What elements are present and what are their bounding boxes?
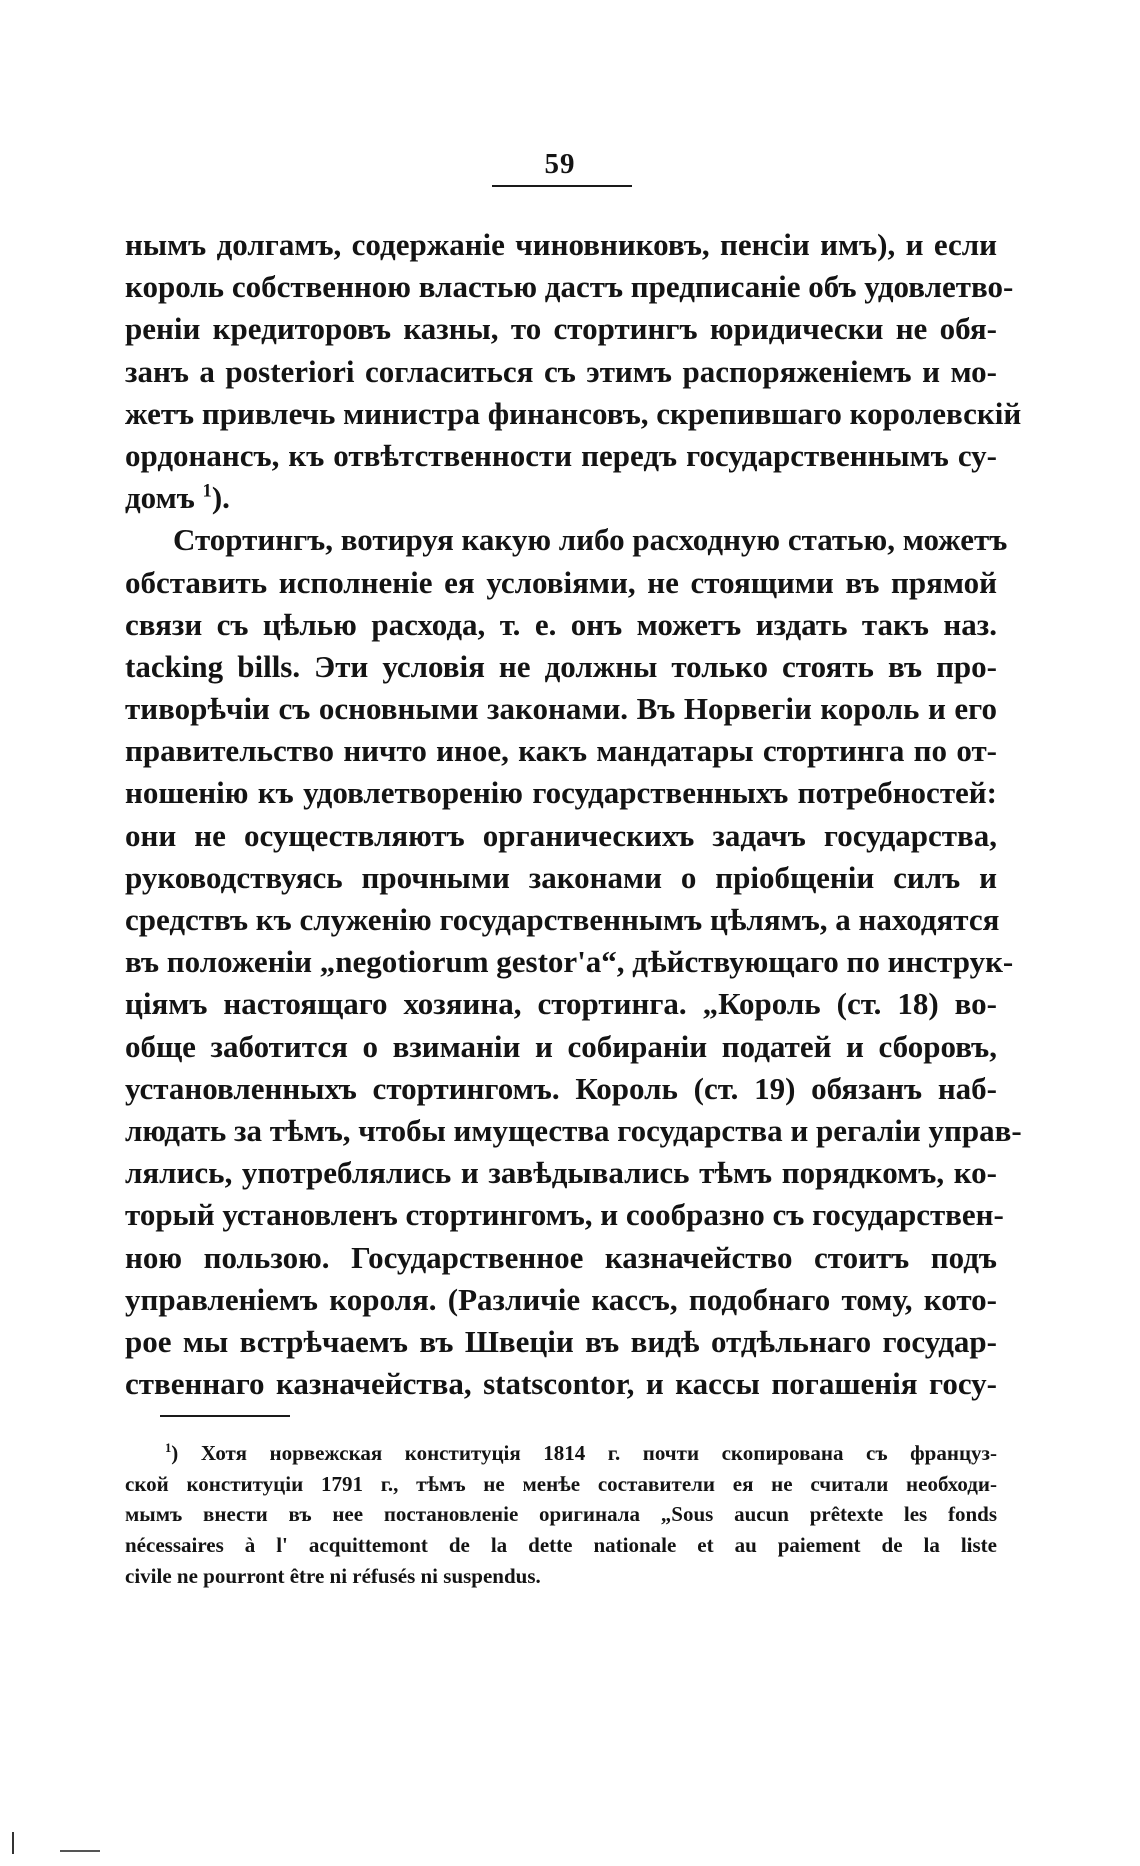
page-number: 59 bbox=[544, 148, 576, 180]
footnote-text: ) Хотя норвежская конституція 1814 г. почти скопирована съ француз- bbox=[171, 1441, 997, 1465]
scan-edge-mark bbox=[12, 1832, 14, 1854]
text-line: руководствуясь прочными законами о пріобщеніи силъ и bbox=[125, 859, 997, 895]
text-line: рое мы встрѣчаемъ въ Швеціи въ видѣ отдѣльнаго государ- bbox=[125, 1323, 997, 1359]
footnote-separator bbox=[160, 1415, 290, 1417]
page-number-rule bbox=[492, 185, 632, 187]
text-line: они не осуществляютъ органическихъ задачъ государства, bbox=[125, 817, 997, 853]
text-line: средствъ къ служенію государственнымъ цѣлямъ, а находятся bbox=[125, 902, 1000, 937]
text-line: нымъ долгамъ, содержаніе чиновниковъ, пенсіи имъ), и если bbox=[125, 227, 997, 262]
text-line: лялись, употреблялись и завѣдывались тѣмъ порядкомъ, ко- bbox=[125, 1155, 997, 1191]
text-line: торый установленъ стортингомъ, и сообразно съ государствен- bbox=[125, 1197, 1004, 1233]
text-line: ордонансъ, къ отвѣтственности передъ государственнымъ су- bbox=[125, 437, 997, 473]
text-line: тиворѣчіи съ основными законами. Въ Норвегіи король и его bbox=[125, 691, 997, 727]
text-line: обще заботится о взиманіи и собираніи податей и сборовъ, bbox=[125, 1028, 997, 1064]
text-line: связи съ цѣлью расхода, т. е. онъ можетъ издать такъ наз. bbox=[125, 606, 997, 642]
text-line: ношенію къ удовлетворенію государственныхъ потребностей: bbox=[125, 775, 997, 811]
text-line: людать за тѣмъ, чтобы имущества государства и регаліи управ- bbox=[125, 1112, 1022, 1148]
text-line: ною пользою. Государственное казначейство стоитъ подъ bbox=[125, 1239, 997, 1275]
text-line: король собственною властью дастъ предписаніе объ удовлетво- bbox=[125, 269, 1014, 305]
paragraph-first-line: Стортингъ, вотируя какую либо расходную статью, можетъ bbox=[173, 522, 1008, 558]
text-line bbox=[125, 477, 997, 519]
footnote-line bbox=[125, 1438, 997, 1469]
footnote bbox=[125, 1438, 997, 1591]
text-line: обставить исполненіе ея условіями, не стоящими въ прямой bbox=[125, 564, 997, 600]
text-line: въ положеніи „negotiorum gestor'a“, дѣйствующаго по инструк- bbox=[125, 944, 1014, 980]
footnote-line: мымъ внести въ нее постановленіе оригинала „Sous aucun prêtexte les fonds bbox=[125, 1502, 997, 1527]
text-line: управленіемъ короля. (Различіе кассъ, подобнаго тому, кото- bbox=[125, 1281, 997, 1317]
footnote-line: ской конституціи 1791 г., тѣмъ не менѣе составители ея не считали необходи- bbox=[125, 1471, 997, 1496]
text-line: установленныхъ стортингомъ. Король (ст. 19) обязанъ наб- bbox=[125, 1070, 997, 1106]
text-line: занъ a posteriori согласиться съ этимъ распоряженіемъ и мо- bbox=[125, 353, 997, 389]
footnote-reference: 1 bbox=[202, 480, 212, 502]
body-text bbox=[125, 224, 1022, 1405]
footnote-marker: 1 bbox=[165, 1441, 172, 1455]
text-fragment: ). bbox=[211, 480, 230, 516]
text-line: ственнаго казначейства, statscontor, и кассы погашенія госу- bbox=[125, 1366, 997, 1402]
text-line: tacking bills. Эти условія не должны только стоять въ про- bbox=[125, 648, 997, 684]
text-line: жетъ привлечь министра финансовъ, скрепившаго королевскій bbox=[125, 395, 1022, 431]
footnote-line: nécessaires à l' acquittemont de la dette nationale et au paiement de la liste bbox=[125, 1533, 997, 1558]
text-line: ціямъ настоящаго хозяина, стортинга. „Король (ст. 18) во- bbox=[125, 986, 997, 1022]
footnote-line: civile ne pourront être ni réfusés ni suspendus. bbox=[125, 1563, 541, 1588]
text-fragment: домъ bbox=[125, 480, 195, 516]
text-line: правительство ничто иное, какъ мандатары стортинга по от- bbox=[125, 733, 997, 769]
scan-edge-mark bbox=[60, 1850, 100, 1852]
text-line: реніи кредиторовъ казны, то стортингъ юридически не обя- bbox=[125, 311, 997, 347]
